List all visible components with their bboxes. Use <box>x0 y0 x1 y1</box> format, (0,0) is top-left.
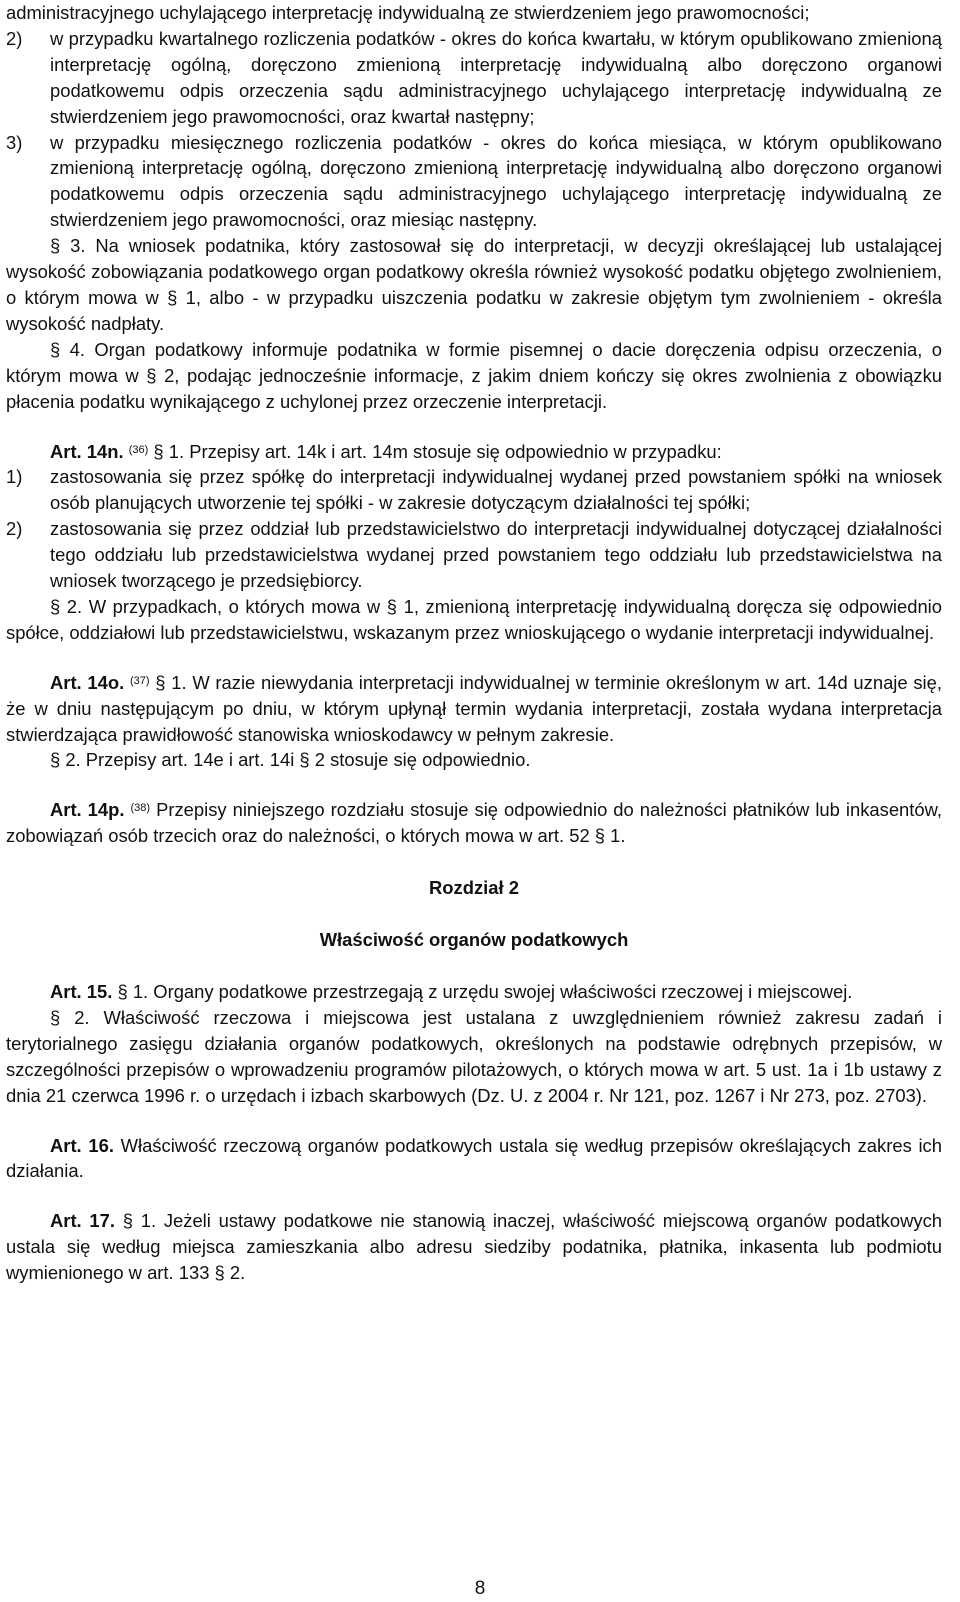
article-label: Art. 14p. <box>50 799 125 821</box>
section-2-paragraph: § 2. W przypadkach, o których mowa w § 1, zmienioną interpretację indywidualną doręcza się odpowiednio spółce, oddziałowi lub przedstawicielstwu, wskazanym przez wnioskującego o wydanie interpretacji indywidualnej. <box>6 595 942 643</box>
list-item-text: w przypadku kwartalnego rozliczenia podatków - okres do końca kwartału, w którym opublikowano zmienioną interpretację ogólną, doręczono zmienioną interpretację indywidualną albo doręczono organowi podatkowemu odpis orzeczenia sądu administracyjnego uchylającego interpretację indywidualną ze stwierdzeniem jego prawomocności, oraz kwartał następny; <box>50 27 942 127</box>
list-number: 2) <box>6 27 23 49</box>
list-number: 2) <box>6 518 23 540</box>
article-label: Art. 14n. <box>50 440 124 462</box>
list-item-text: zastosowania się przez spółkę do interpretacji indywidualnej wydanej przed powstaniem spółki na wniosek osób planujących utworzenie tej spółki - w zakresie dotyczącym działalności tej spółki; <box>50 466 942 514</box>
list-number: 1) <box>6 466 23 488</box>
footnote-marker: (37) <box>129 674 150 687</box>
document-page <box>6 0 942 1286</box>
article-text: § 1. Przepisy art. 14k i art. 14m stosuje się odpowiednio w przypadku: <box>153 440 722 462</box>
section-3-paragraph: § 3. Na wniosek podatnika, który zastosował się do interpretacji, w decyzji określającej lub ustalającej wysokość zobowiązania podatkowego organ podatkowy określa również wysokość podatku objętego zwolnieniem, o którym mowa w § 1, albo - w przypadku uiszczenia podatku w zakresie objętym tym zwolnieniem - określa wysokość nadpłaty. <box>6 235 942 334</box>
section-2-paragraph: § 2. Właściwość rzeczowa i miejscowa jest ustalana z uwzględnieniem również zakresu zadań i terytorialnego zasięgu działania organów podatkowych, określonych na podstawie odrębnych przepisów, w szczególności przepisów o wprowadzeniu programów pilotażowych, o których mowa w art. 5 ust. 1a i 1b ustawy z dnia 21 czerwca 1996 r. o urzędach i izbach skarbowych (Dz. U. z 2004 r. Nr 121, poz. 1267 i Nr 273, poz. 2703). <box>6 1006 942 1106</box>
article-text: § 1. Organy podatkowe przestrzegają z urzędu swojej właściwości rzeczowej i miejscowej. <box>117 981 853 1002</box>
paragraph-continuation: administracyjnego uchylającego interpretację indywidualną ze stwierdzeniem jego prawomocności; <box>6 2 810 23</box>
article-14p-heading <box>6 797 942 849</box>
list-item-text: w przypadku miesięcznego rozliczenia podatków - okres do końca miesiąca, w którym opublikowano zmienioną interpretację ogólną, doręczono zmienioną interpretację indywidualną albo doręczono organowi podatkowemu odpis orzeczenia sądu administracyjnego uchylającego interpretację indywidualną ze stwierdzeniem jego prawomocności, oraz miesiąc następny. <box>50 131 942 231</box>
article-text: Właściwość rzeczową organów podatkowych ustala się według przepisów określających zakres ich działania. <box>6 1134 942 1182</box>
footnote-marker: (36) <box>128 443 149 456</box>
list-item-text: zastosowania się przez oddział lub przedstawicielstwo do interpretacji indywidualnej dotyczącej działalności tego oddziału lub przedstawicielstwa wydanej przed powstaniem tego oddziału lub przedstawicielstwa na wniosek tworzącego je przedsiębiorcy. <box>50 518 942 592</box>
article-label: Art. 15. <box>50 981 113 1002</box>
list-item-1 <box>6 464 942 516</box>
article-14o-heading <box>6 670 942 748</box>
article-label: Art. 14o. <box>50 671 125 693</box>
article-17-heading <box>6 1208 942 1286</box>
chapter-title: Właściwość organów podatkowych <box>319 929 629 951</box>
article-text: § 1. W razie niewydania interpretacji indywidualnej w terminie określonym w art. 14d uznaje się, że w dniu następującym po dniu, w którym upłynął termin wydania interpretacji, została wydana interpretacja stwierdzająca prawidłowość stanowiska wnioskodawcy w pełnym zakresie. <box>6 671 942 745</box>
article-14n-heading <box>6 439 942 465</box>
list-number: 3) <box>6 131 23 153</box>
section-4-paragraph: § 4. Organ podatkowy informuje podatnika w formie pisemnej o dacie doręczenia odpisu orzeczenia, o którym mowa w § 2, podając jednocześnie informacje, z jakim dniem kończy się okres zwolnienia z obowiązku płacenia podatku wynikającego z uchylonej przez orzeczenie interpretacji. <box>6 338 942 412</box>
footnote-marker: (38) <box>130 802 151 815</box>
article-text: § 1. Jeżeli ustawy podatkowe nie stanowią inaczej, właściwość miejscową organów podatkowych ustala się według miejsca zamieszkania albo adresu siedziby podatnika, płatnika, inkasenta lub podmiotu wymienionego w art. 133 § 2. <box>6 1210 942 1284</box>
article-15-heading <box>6 979 942 1005</box>
article-label: Art. 17. <box>50 1210 115 1232</box>
list-item-2 <box>6 26 942 130</box>
article-16-heading <box>6 1133 942 1185</box>
page-number: 8 <box>474 1578 486 1599</box>
article-label: Art. 16. <box>50 1134 114 1156</box>
article-text: Przepisy niniejszego rozdziału stosuje się odpowiednio do należności płatników lub inkasentów, zobowiązań osób trzecich oraz do należności, o których mowa w art. 52 § 1. <box>6 799 942 847</box>
list-item-3 <box>6 130 942 234</box>
chapter-label: Rozdział 2 <box>429 877 519 899</box>
section-2-paragraph: § 2. Przepisy art. 14e i art. 14i § 2 stosuje się odpowiednio. <box>50 749 531 771</box>
list-item-2 <box>6 516 942 594</box>
